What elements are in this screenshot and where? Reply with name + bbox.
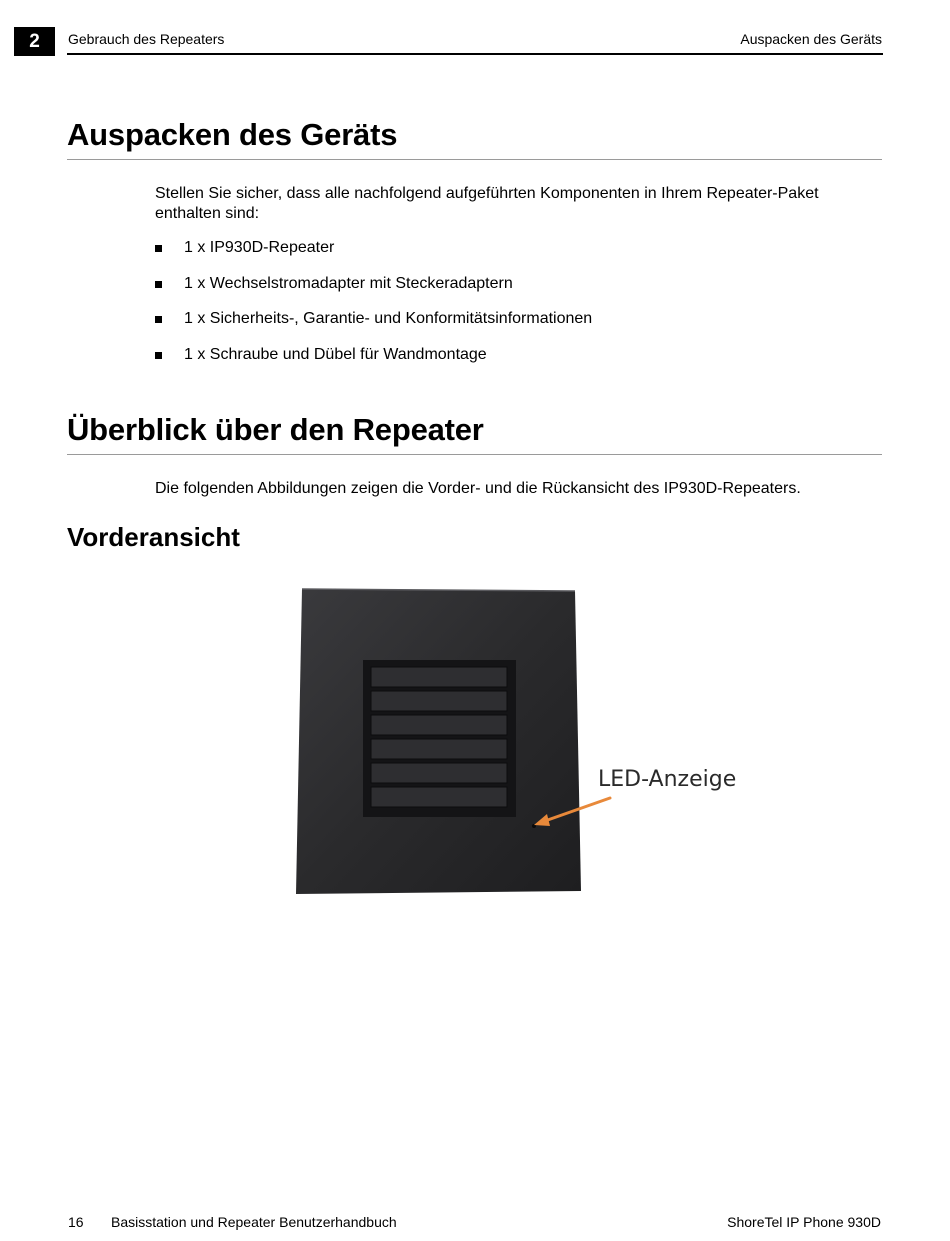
bullet-square-icon [155, 281, 162, 288]
running-header-section: Auspacken des Geräts [740, 31, 882, 47]
section-rule [67, 454, 882, 455]
list-item-text: 1 x Sicherheits-, Garantie- und Konformitätsinformationen [184, 310, 593, 328]
led-callout-label: LED-Anzeige [598, 767, 737, 792]
section-heading-unpacking: Auspacken des Geräts [67, 117, 398, 152]
list-item-text: 1 x Wechselstromadapter mit Steckeradaptern [184, 274, 513, 292]
footer-manual-title: Basisstation und Repeater Benutzerhandbuch [111, 1214, 397, 1230]
header-rule [67, 53, 883, 55]
unpacking-intro-paragraph: Stellen Sie sicher, dass alle nachfolgend aufgeführten Komponenten in Ihrem Repeater-Paket enthalten sind: [155, 185, 819, 222]
section-heading-overview: Überblick über den Repeater [67, 412, 484, 447]
list-item-text: 1 x IP930D-Repeater [184, 239, 335, 256]
bullet-square-icon [155, 352, 162, 359]
overview-intro-paragraph: Die folgenden Abbildungen zeigen die Vorder- und die Rückansicht des IP930D-Repeaters. [155, 480, 801, 497]
repeater-photo-illustration [290, 585, 760, 905]
footer-product-name: ShoreTel IP Phone 930D [727, 1214, 881, 1230]
bullet-square-icon [155, 245, 162, 252]
footer-page-number: 16 [68, 1214, 84, 1230]
section-rule [67, 159, 882, 160]
running-header-chapter: Gebrauch des Repeaters [68, 31, 225, 47]
subheading-front-view: Vorderansicht [67, 522, 240, 552]
bullet-square-icon [155, 316, 162, 323]
chapter-number-badge: 2 [14, 27, 55, 56]
list-item-text: 1 x Schraube und Dübel für Wandmontage [184, 346, 487, 364]
repeater-front-view-figure [290, 585, 760, 905]
